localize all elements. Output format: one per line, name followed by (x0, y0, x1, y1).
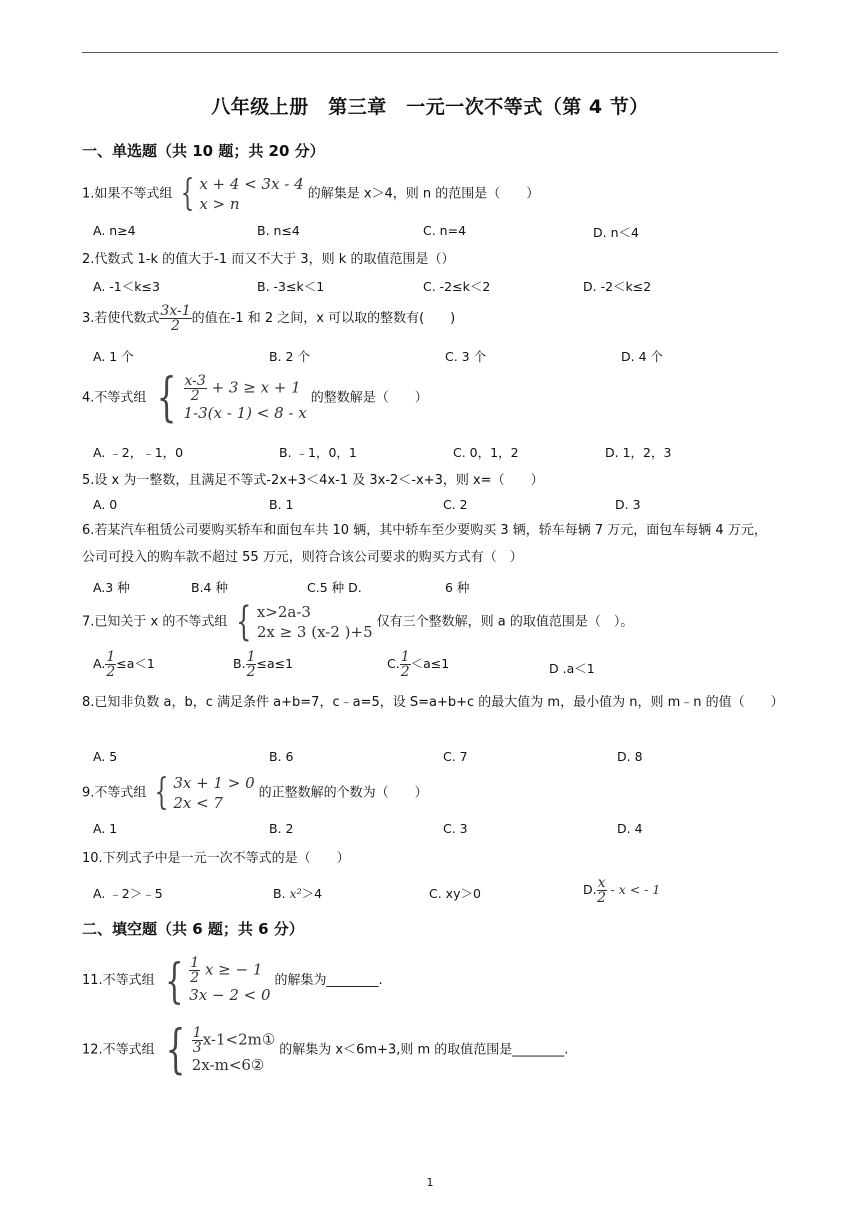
question-4 (82, 368, 428, 428)
section-heading-fill-in: 二、填空题（共 6 题；共 6 分） (82, 920, 304, 938)
question-1-prefix: 1.如果不等式组 (82, 186, 173, 202)
system-row-rest: x ≥ − 1 (204, 960, 263, 979)
option-text: ≤a≤1 (256, 656, 294, 671)
question-5: 5.设 x 为一整数，且满足不等式-2x+3＜4x-1 及 3x-2＜-x+3，则 x=（ ） (82, 473, 544, 488)
option-b[interactable] (233, 650, 293, 679)
option-c[interactable]: C. 7 (443, 749, 468, 764)
option-label: B. (233, 656, 246, 671)
option-d[interactable]: D. -2＜k≤2 (583, 279, 652, 294)
system-row: x>2a-3 (256, 603, 311, 621)
option-b[interactable] (273, 884, 322, 902)
option-c[interactable]: C. 3 (443, 821, 468, 836)
system-row (192, 1026, 276, 1055)
question-4-suffix: 的整数解是（ ） (310, 390, 428, 406)
question-6: 6.若某汽车租赁公司要购买轿车和面包车共 10 辆，其中轿车至少要购买 3 辆，轿车每辆 7 万元，面包车每辆 4 万元，公司可投入的购车款不超过 55 万元，则符合该公司要求的购买方式有（ ） (82, 523, 767, 565)
section-heading-single-choice: 一、单选题（共 10 题；共 20 分） (82, 142, 325, 160)
system-row: 2x-m<6② (191, 1055, 265, 1074)
question-11-system: { $\frac{1}{2}$ x ≥ − 1 3x − 2 < 0 (164, 952, 271, 1009)
question-1-suffix: 的解集是 x＞4，则 n 的范围是（ ） (307, 186, 540, 202)
option-a[interactable]: A.3 种 (93, 580, 130, 595)
fraction (159, 304, 191, 333)
option-text: ≤a＜1 (116, 656, 155, 671)
option-math: x² (289, 886, 302, 901)
option-c[interactable]: C. 2 (443, 497, 468, 512)
option-text: ＞4 (301, 886, 323, 901)
option-c[interactable]: C. -2≤k＜2 (423, 279, 491, 294)
system-row: 2x ≥ 3 (x-2 )+5 (256, 623, 373, 641)
option-c[interactable]: C. 3 个 (445, 349, 487, 364)
option-b[interactable]: B. ﹣1，0，1 (279, 445, 357, 460)
option-d[interactable]: D. 3 (615, 497, 641, 512)
option-b[interactable]: B. 6 (269, 749, 294, 764)
option-a[interactable]: A. 1 (93, 821, 118, 836)
option-label: B. (273, 886, 286, 901)
system-row (189, 956, 270, 985)
option-c[interactable]: C. xy＞0 (429, 886, 481, 901)
option-d[interactable]: D. 4 个 (621, 349, 663, 364)
option-b[interactable]: B. -3≤k＜1 (257, 279, 325, 294)
question-9-prefix: 9.不等式组 (82, 785, 147, 801)
option-a[interactable] (93, 650, 155, 679)
option-label: A. (93, 656, 106, 671)
option-b[interactable]: B.4 种 (191, 580, 228, 595)
option-c-d[interactable]: C.5 种 D. (307, 580, 362, 595)
numerator: 1 (190, 955, 200, 971)
option-label: C. (387, 656, 400, 671)
question-11-suffix: 的解集为________. (274, 973, 383, 988)
option-a[interactable]: A. ﹣2＞﹣5 (93, 886, 163, 901)
numerator: 3x-1 (160, 303, 191, 319)
denominator: 3 (192, 1039, 202, 1056)
question-10: 10.下列式子中是一元一次不等式的是（ ） (82, 851, 350, 866)
system-row (184, 374, 307, 403)
option-label: D. (583, 882, 597, 897)
question-4-prefix: 4.不等式组 (82, 390, 147, 406)
option-d[interactable] (583, 876, 660, 905)
numerator: 1 (246, 649, 256, 665)
numerator: 1 (192, 1024, 202, 1041)
system-row: x > n (199, 195, 240, 213)
denominator: 2 (400, 664, 410, 680)
question-9-system: { 3x + 1 > 0 2x < 7 (154, 772, 255, 813)
system-row: x + 4 < 3x - 4 (199, 175, 304, 193)
question-4-system: { $\frac{x-3}{2}$ + 3 ≥ x + 1 1-3(x - 1) < 8 - x (157, 368, 307, 428)
option-b[interactable]: B. n≤4 (257, 223, 300, 238)
option-d[interactable]: D. 1，2，3 (605, 445, 672, 460)
numerator: x-3 (184, 372, 206, 389)
option-d[interactable]: D. 4 (617, 821, 643, 836)
denominator: 2 (190, 970, 200, 986)
question-12-system: { $\frac{1}{3}$ x-1<2m① 2x-m<6② (165, 1020, 276, 1080)
option-a[interactable]: A. 5 (93, 749, 118, 764)
option-a[interactable]: A. -1＜k≤3 (93, 279, 160, 294)
system-row-rest: + 3 ≥ x + 1 (211, 378, 301, 396)
option-a[interactable]: A. 1 个 (93, 349, 134, 364)
question-7-suffix: 仅有三个整数解，则 a 的取值范围是（ ）。 (376, 614, 634, 630)
numerator: 1 (400, 649, 410, 665)
system-row-rest: x-1<2m① (202, 1030, 276, 1048)
option-b[interactable]: B. 2 个 (269, 349, 310, 364)
question-11 (82, 952, 383, 1009)
denominator: 2 (171, 318, 180, 334)
option-d-value[interactable]: 6 种 (445, 580, 470, 595)
option-c[interactable]: C. 0，1，2 (453, 445, 519, 460)
denominator: 2 (190, 387, 200, 404)
option-b[interactable]: B. 2 (269, 821, 294, 836)
question-7-system: { x>2a-3 2x ≥ 3 (x-2 )+5 (236, 599, 373, 645)
option-text: ＜a≤1 (410, 656, 450, 671)
option-d[interactable]: D. n＜4 (593, 225, 639, 240)
system-row: 1-3(x - 1) < 8 - x (183, 403, 307, 422)
question-7-prefix: 7.已知关于 x 的不等式组 (82, 614, 228, 630)
option-math: - x < - 1 (610, 882, 661, 897)
question-2: 2.代数式 1-k 的值大于-1 而又不大于 3，则 k 的取值范围是（） (82, 252, 455, 267)
question-3-prefix: 3.若使代数式 (82, 311, 160, 326)
system-row: 3x − 2 < 0 (189, 986, 271, 1004)
page-title: 八年级上册 第三章 一元一次不等式（第 4 节） (211, 96, 649, 118)
option-c[interactable]: C. n=4 (423, 223, 467, 238)
option-d[interactable]: D. 8 (617, 749, 643, 764)
question-1 (82, 174, 539, 214)
question-3 (82, 304, 455, 333)
question-1-system: { x + 4 < 3x - 4 x > n (180, 173, 304, 214)
system-row: 3x + 1 > 0 (173, 774, 255, 792)
question-12 (82, 1020, 569, 1080)
option-a[interactable]: A. ﹣2，﹣1，0 (93, 445, 184, 460)
page-number: 1 (426, 1176, 434, 1189)
option-b[interactable]: B. 1 (269, 497, 294, 512)
option-c[interactable] (387, 650, 449, 679)
denominator: 2 (246, 664, 256, 680)
question-8: 8.已知非负数 a，b，c 满足条件 a+b=7，c﹣a=5，设 S=a+b+c 的最大值为 m，最小值为 n，则 m﹣n 的值（ ） (82, 695, 784, 710)
system-row: 2x < 7 (173, 794, 223, 812)
numerator: x (597, 875, 606, 891)
question-9 (82, 773, 428, 813)
question-9-suffix: 的正整数解的个数为（ ） (258, 785, 428, 801)
question-12-prefix: 12.不等式组 (82, 1042, 155, 1058)
numerator: 1 (106, 649, 116, 665)
option-a[interactable]: A. 0 (93, 497, 118, 512)
denominator: 2 (106, 664, 116, 680)
question-3-suffix: 的值在-1 和 2 之间，x 可以取的整数有( ) (191, 311, 456, 326)
question-7 (82, 599, 634, 645)
denominator: 2 (597, 890, 607, 906)
header-rule (82, 52, 778, 53)
question-11-prefix: 11.不等式组 (82, 973, 155, 988)
question-12-suffix: 的解集为 x＜6m+3,则 m 的取值范围是________. (279, 1042, 569, 1058)
option-d[interactable]: D .a＜1 (549, 661, 595, 676)
option-a[interactable]: A. n≥4 (93, 223, 136, 238)
